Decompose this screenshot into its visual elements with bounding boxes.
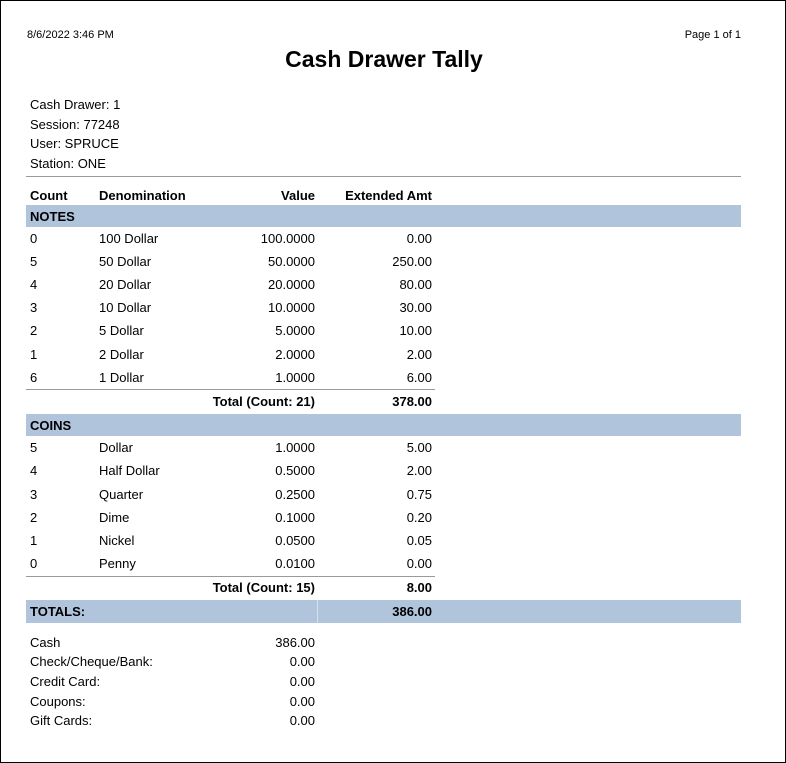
- summary-value-cash: 386.00: [275, 635, 315, 650]
- totals-value: 386.00: [392, 604, 432, 619]
- report-datetime: 8/6/2022 3:46 PM: [27, 29, 114, 41]
- summary-value-credit-card: 0.00: [289, 674, 315, 689]
- row-denomination: 1 Dollar: [99, 370, 144, 385]
- row-extended: 250.00: [392, 254, 432, 269]
- summary-label-cash: Cash: [30, 635, 61, 650]
- row-extended: 0.75: [406, 487, 432, 502]
- row-extended: 80.00: [399, 277, 432, 292]
- row-count: 1: [30, 347, 38, 362]
- row-denomination: 2 Dollar: [99, 347, 144, 362]
- totals-band-separator: [317, 600, 318, 623]
- row-count: 6: [30, 370, 38, 385]
- row-value: 0.2500: [275, 487, 315, 502]
- totals-label: TOTALS:: [30, 604, 86, 619]
- row-value: 0.0100: [275, 556, 315, 571]
- row-extended: 5.00: [406, 440, 432, 455]
- row-value: 50.0000: [268, 254, 315, 269]
- summary-label-gift-cards: Gift Cards:: [30, 713, 93, 728]
- notes-total-label: Total (Count: 21): [212, 394, 315, 409]
- row-extended: 0.00: [406, 556, 432, 571]
- row-value: 0.5000: [275, 463, 315, 478]
- coins-total-label: Total (Count: 15): [212, 580, 315, 595]
- notes-total-value: 378.00: [392, 394, 432, 409]
- row-extended: 10.00: [399, 323, 432, 338]
- row-count: 2: [30, 510, 38, 525]
- coins-section-label: COINS: [30, 418, 72, 433]
- row-count: 4: [30, 277, 38, 292]
- summary-label-coupons: Coupons:: [30, 694, 86, 709]
- row-denomination: Half Dollar: [99, 463, 160, 478]
- row-denomination: Dime: [99, 510, 130, 525]
- summary-label-credit-card: Credit Card:: [30, 674, 101, 689]
- row-extended: 30.00: [399, 300, 432, 315]
- row-extended: 2.00: [406, 463, 432, 478]
- notes-section-label: NOTES: [30, 209, 75, 224]
- row-value: 5.0000: [275, 323, 315, 338]
- header-divider: [26, 176, 741, 177]
- row-count: 3: [30, 487, 38, 502]
- row-count: 2: [30, 323, 38, 338]
- row-value: 0.0500: [275, 533, 315, 548]
- row-count: 1: [30, 533, 38, 548]
- row-count: 5: [30, 440, 38, 455]
- user-label: User: SPRUCE: [30, 136, 119, 151]
- row-value: 2.0000: [275, 347, 315, 362]
- row-value: 1.0000: [275, 440, 315, 455]
- col-header-extended: Extended Amt: [345, 188, 432, 203]
- row-value: 1.0000: [275, 370, 315, 385]
- col-header-denomination: Denomination: [99, 188, 186, 203]
- coins-section-band: [26, 414, 741, 436]
- station-label: Station: ONE: [30, 156, 106, 171]
- row-denomination: 50 Dollar: [99, 254, 152, 269]
- summary-value-check: 0.00: [289, 654, 315, 669]
- row-count: 3: [30, 300, 38, 315]
- summary-value-gift-cards: 0.00: [289, 713, 315, 728]
- row-value: 0.1000: [275, 510, 315, 525]
- row-denomination: Quarter: [99, 487, 144, 502]
- coins-total-divider: [26, 576, 435, 577]
- row-denomination: 10 Dollar: [99, 300, 152, 315]
- row-count: 0: [30, 231, 38, 246]
- notes-section-band: [26, 205, 741, 227]
- coins-total-value: 8.00: [406, 580, 432, 595]
- row-value: 10.0000: [268, 300, 315, 315]
- cash-drawer-label: Cash Drawer: 1: [30, 97, 121, 112]
- summary-value-coupons: 0.00: [289, 694, 315, 709]
- row-value: 100.0000: [260, 231, 315, 246]
- page-number: Page 1 of 1: [684, 29, 741, 41]
- row-denomination: Nickel: [99, 533, 135, 548]
- row-extended: 0.20: [406, 510, 432, 525]
- row-denomination: 5 Dollar: [99, 323, 144, 338]
- notes-total-divider: [26, 389, 435, 390]
- row-denomination: 100 Dollar: [99, 231, 159, 246]
- row-count: 5: [30, 254, 38, 269]
- row-value: 20.0000: [268, 277, 315, 292]
- session-label: Session: 77248: [30, 117, 120, 132]
- row-extended: 0.05: [406, 533, 432, 548]
- col-header-count: Count: [30, 188, 68, 203]
- row-count: 0: [30, 556, 38, 571]
- row-denomination: 20 Dollar: [99, 277, 152, 292]
- summary-label-check: Check/Cheque/Bank:: [30, 654, 153, 669]
- report-title: Cash Drawer Tally: [285, 46, 483, 72]
- col-header-value: Value: [281, 188, 315, 203]
- row-extended: 0.00: [406, 231, 432, 246]
- row-extended: 2.00: [406, 347, 432, 362]
- row-denomination: Penny: [99, 556, 136, 571]
- row-denomination: Dollar: [99, 440, 133, 455]
- row-extended: 6.00: [406, 370, 432, 385]
- row-count: 4: [30, 463, 38, 478]
